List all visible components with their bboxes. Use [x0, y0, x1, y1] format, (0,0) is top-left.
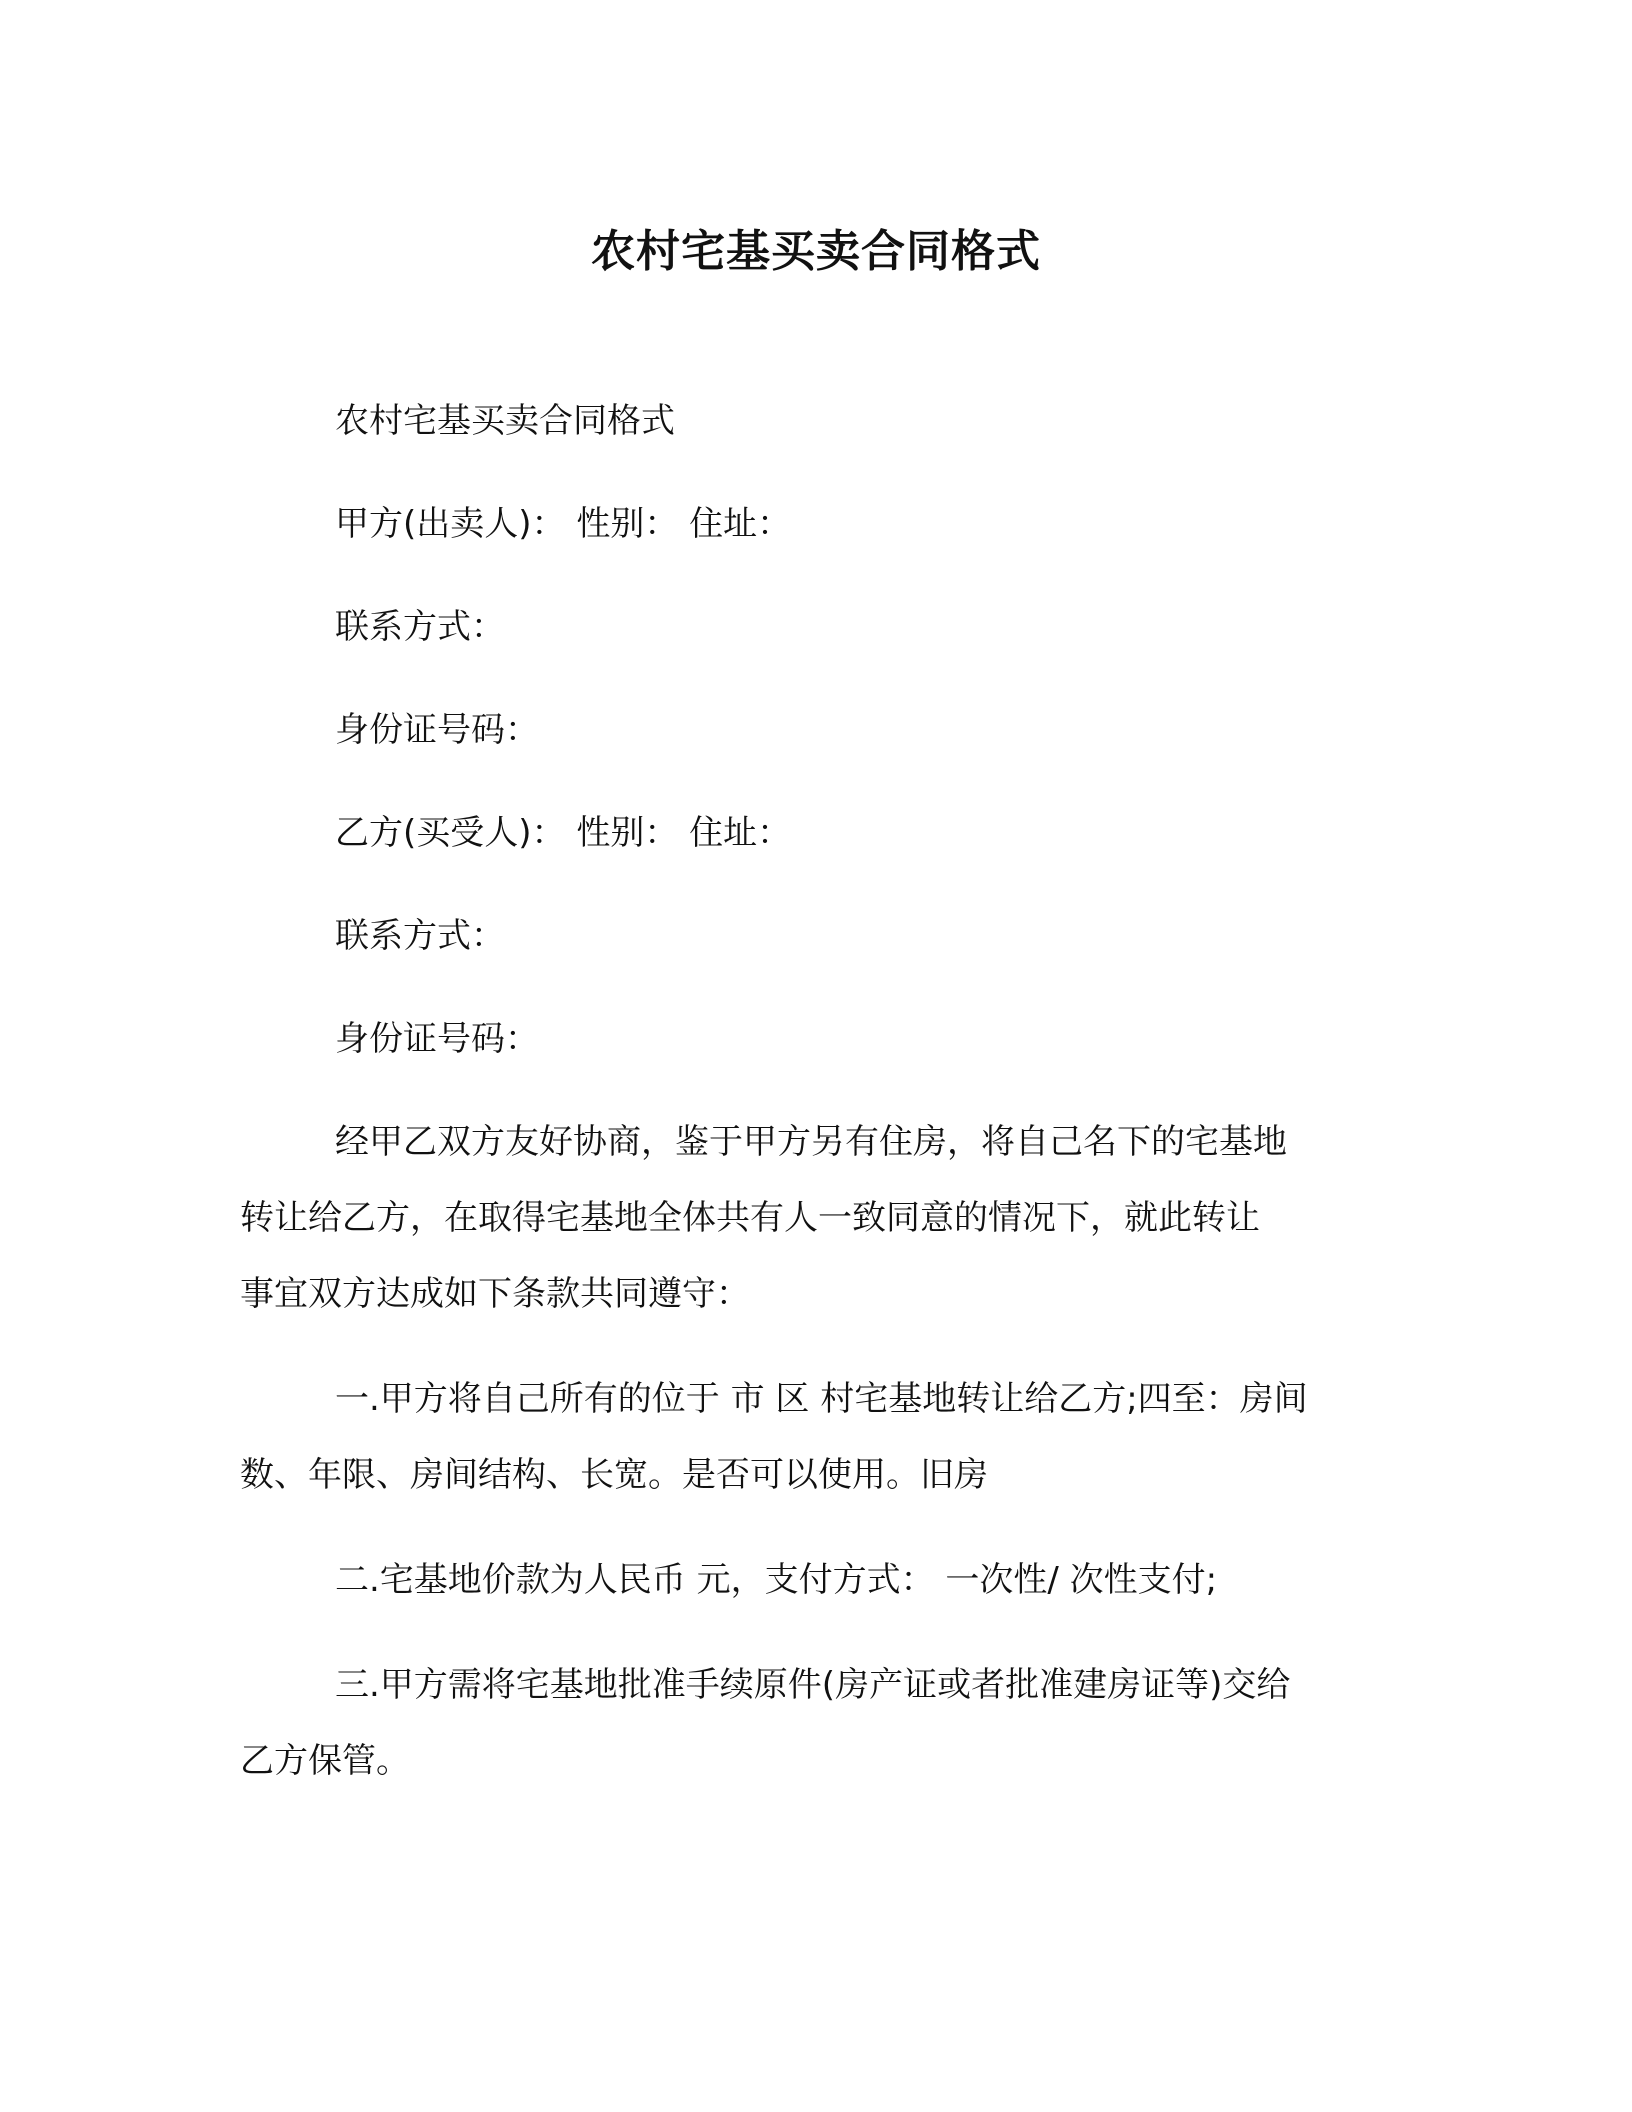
party-a-id-line: 身份证号码： — [335, 710, 539, 750]
clause-2-line-1: 二.宅基地价款为人民币 元，支付方式： 一次性/ 次性支付; — [335, 1560, 1218, 1600]
preamble-line-1: 经甲乙双方友好协商，鉴于甲方另有住房，将自己名下的宅基地 — [335, 1122, 1287, 1162]
subtitle-line: 农村宅基买卖合同格式 — [335, 401, 675, 441]
party-a-contact-line: 联系方式： — [335, 607, 505, 647]
party-a-line: 甲方(出卖人)： 性别： 住址： — [335, 504, 792, 544]
clause-1-line-1: 一.甲方将自己所有的位于 市 区 村宅基地转让给乙方;四至：房间 — [335, 1379, 1308, 1419]
clause-3-line-2: 乙方保管。 — [240, 1741, 410, 1781]
party-b-contact-line: 联系方式： — [335, 916, 505, 956]
clause-3-line-1: 三.甲方需将宅基地批准手续原件(房产证或者批准建房证等)交给 — [335, 1665, 1291, 1705]
preamble-line-3: 事宜双方达成如下条款共同遵守： — [240, 1274, 750, 1314]
preamble-line-2: 转让给乙方，在取得宅基地全体共有人一致同意的情况下，就此转让 — [240, 1198, 1260, 1238]
party-b-id-line: 身份证号码： — [335, 1019, 539, 1059]
document-title: 农村宅基买卖合同格式 — [591, 226, 1041, 277]
clause-1-line-2: 数、年限、房间结构、长宽。是否可以使用。旧房 — [240, 1455, 988, 1495]
party-b-line: 乙方(买受人)： 性别： 住址： — [335, 813, 792, 853]
